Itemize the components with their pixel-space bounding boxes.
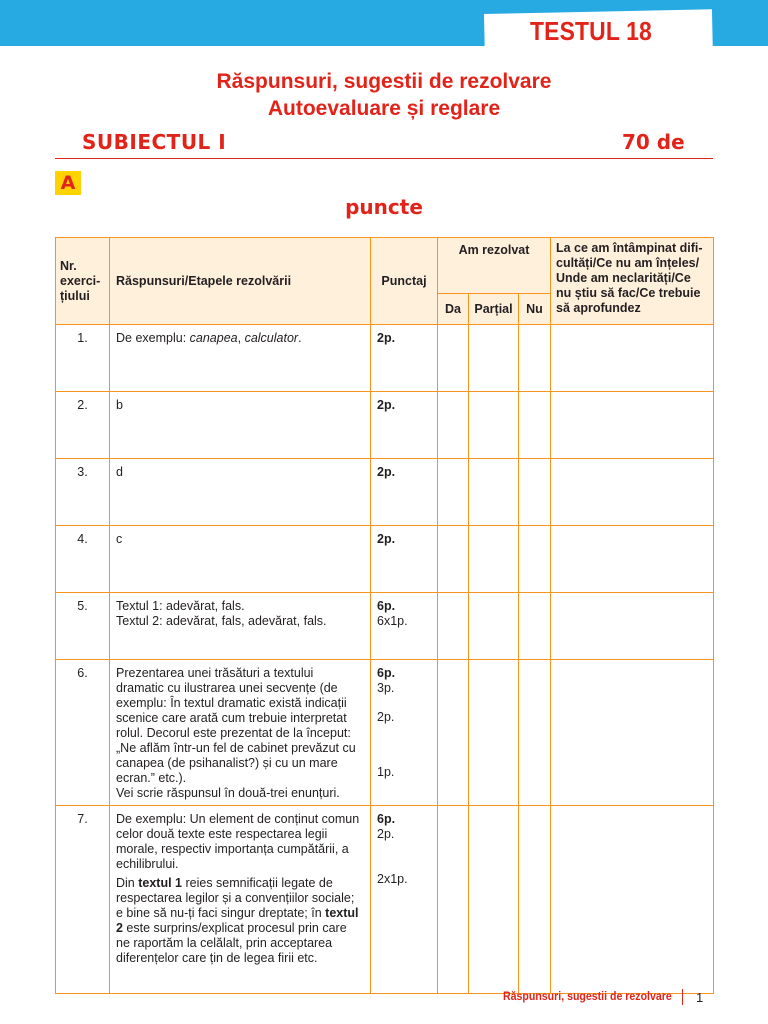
row-points: 6p. 2p. 2x1p. <box>371 806 438 994</box>
check-partial[interactable] <box>469 392 519 459</box>
row-nr: 3. <box>56 459 110 526</box>
section-divider <box>55 158 713 159</box>
row-nr: 2. <box>56 392 110 459</box>
check-nu[interactable] <box>519 806 551 994</box>
table-row <box>56 325 714 392</box>
header-partial: Parțial <box>469 294 519 325</box>
part-badge: A <box>55 171 81 195</box>
check-partial[interactable] <box>469 593 519 660</box>
table-row <box>56 392 714 459</box>
check-nu[interactable] <box>519 325 551 392</box>
row-points: 6p. 3p. 2p. 1p. <box>371 660 438 806</box>
footer-divider <box>682 989 683 1005</box>
check-da[interactable] <box>438 526 469 593</box>
difficulty-notes[interactable] <box>551 526 714 593</box>
subject-heading: SUBIECTUL I <box>82 130 227 154</box>
row-nr: 1. <box>56 325 110 392</box>
check-nu[interactable] <box>519 593 551 660</box>
difficulty-notes[interactable] <box>551 593 714 660</box>
check-da[interactable] <box>438 593 469 660</box>
row-answer: De exemplu: canapea, calculator. <box>110 325 371 392</box>
header-dificultati: La ce am întâmpinat difi-cultăți/Ce nu am înțeles/ Unde am neclarități/Ce nu știu să fac/Ce trebuie să aprofundez <box>551 238 714 325</box>
table-row <box>56 593 714 660</box>
check-partial[interactable] <box>469 459 519 526</box>
check-nu[interactable] <box>519 526 551 593</box>
header-am-rezolvat: Am rezolvat <box>438 238 551 294</box>
difficulty-notes[interactable] <box>551 806 714 994</box>
footer-title: Răspunsuri, sugestii de rezolvare <box>503 991 672 1003</box>
row-points: 2p. <box>371 392 438 459</box>
check-partial[interactable] <box>469 806 519 994</box>
page-title: Răspunsuri, sugestii de rezolvare <box>216 70 552 93</box>
check-partial[interactable] <box>469 526 519 593</box>
answers-table <box>55 237 714 994</box>
table-row <box>56 459 714 526</box>
page-number: 1 <box>696 990 704 1005</box>
row-points: 2p. <box>371 459 438 526</box>
difficulty-notes[interactable] <box>551 325 714 392</box>
row-answer: d <box>110 459 371 526</box>
row-answer: Prezentarea unei trăsături a textului dramatic cu ilustrarea unei secvențe (de exemplu: În textul dramatic există indicații scenice care arată cum trebuie interpretat rolul. Decorul este prezentat de la început: „Ne aflăm într-un fel de cabinet prevăzut cu canapea (de psihanalist?) și cu un mare ecran.” etc.). Vei scrie răspunsul în două-trei enunțuri. <box>110 660 371 806</box>
check-da[interactable] <box>438 325 469 392</box>
row-answer: Textul 1: adevărat, fals. Textul 2: adevărat, fals, adevărat, fals. <box>110 593 371 660</box>
row-points: 2p. <box>371 526 438 593</box>
row-points: 2p. <box>371 325 438 392</box>
row-nr: 5. <box>56 593 110 660</box>
check-nu[interactable] <box>519 392 551 459</box>
check-partial[interactable] <box>469 325 519 392</box>
check-nu[interactable] <box>519 660 551 806</box>
points-label-continued: puncte <box>345 195 423 219</box>
header-punctaj: Punctaj <box>371 238 438 325</box>
check-da[interactable] <box>438 392 469 459</box>
table-row <box>56 806 714 994</box>
table-row <box>56 526 714 593</box>
header-nu: Nu <box>519 294 551 325</box>
page-subtitle: Autoevaluare și reglare <box>267 97 501 120</box>
row-points: 6p. 6x1p. <box>371 593 438 660</box>
check-da[interactable] <box>438 459 469 526</box>
row-answer: c <box>110 526 371 593</box>
table-row <box>56 660 714 806</box>
difficulty-notes[interactable] <box>551 660 714 806</box>
row-nr: 7. <box>56 806 110 994</box>
row-nr: 6. <box>56 660 110 806</box>
points-label: 70 de <box>622 130 685 154</box>
check-da[interactable] <box>438 660 469 806</box>
check-da[interactable] <box>438 806 469 994</box>
row-answer: De exemplu: Un element de conținut comun celor două texte este respectarea legii morale, respectiv importanța cumpătării, a echilibrului. Din textul 1 reies semnificații legate de respectarea legilor și a convențiilor sociale; e bine să nu-ți faci singur dreptate; în textul 2 este surprins/explicat procesul prin care ne raportăm la celălalt, prin acceptarea diferențelor care țin de legea firii etc. <box>110 806 371 994</box>
header-da: Da <box>438 294 469 325</box>
difficulty-notes[interactable] <box>551 459 714 526</box>
header-raspunsuri: Răspunsuri/Etapele rezolvării <box>110 238 371 325</box>
difficulty-notes[interactable] <box>551 392 714 459</box>
row-nr: 4. <box>56 526 110 593</box>
header-nr: Nr. exerci-țiului <box>56 238 110 325</box>
test-label: TESTUL 18 <box>530 16 652 46</box>
check-nu[interactable] <box>519 459 551 526</box>
row-answer: b <box>110 392 371 459</box>
check-partial[interactable] <box>469 660 519 806</box>
